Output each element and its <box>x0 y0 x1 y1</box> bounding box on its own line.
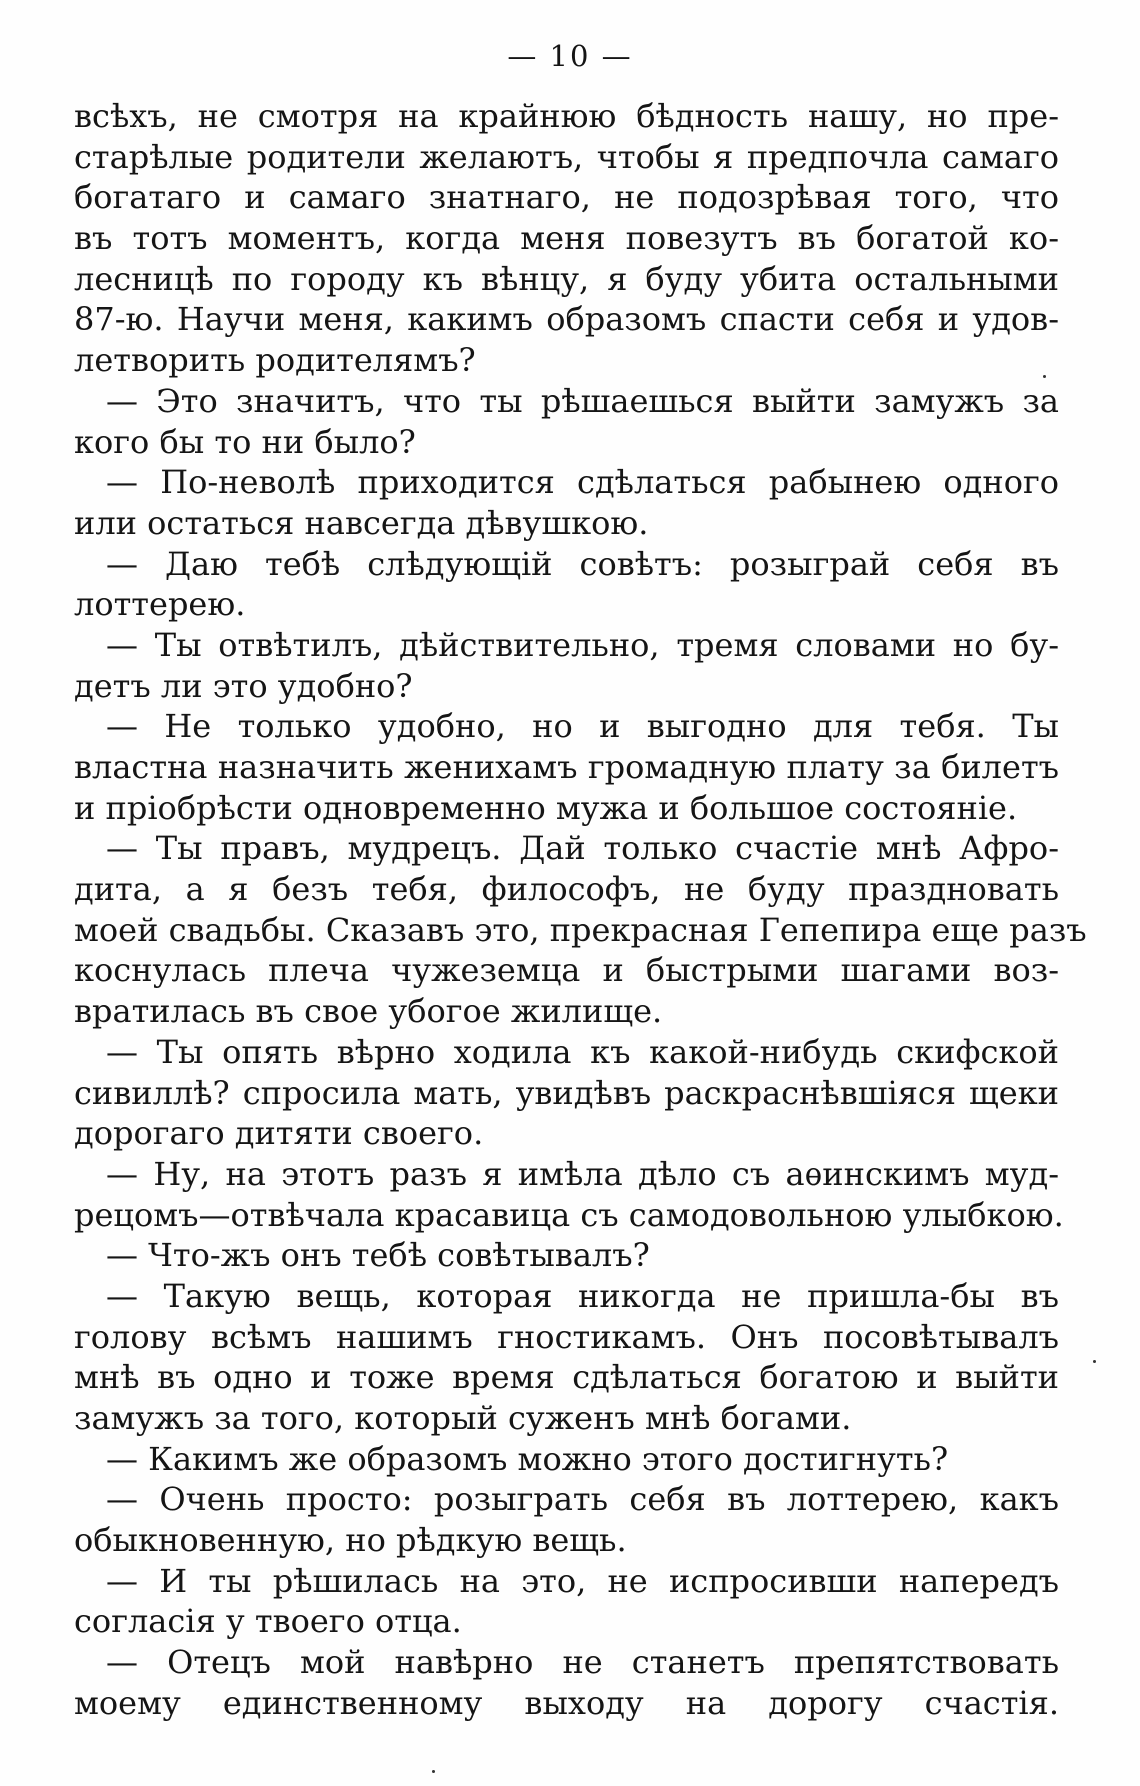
ink-speck <box>1093 1360 1096 1363</box>
text-line: кого бы то ни было? <box>74 422 416 461</box>
text-line: — Даю тебѣ слѣдующій совѣтъ: розыграй себя въ <box>106 544 1059 583</box>
text-line: летворить родителямъ? <box>74 341 476 380</box>
text-line: согласія у твоего отца. <box>74 1602 462 1641</box>
text-line: и пріобрѣсти одновременно мужа и большое состояніе. <box>74 788 1018 827</box>
text-line: вратилась въ свое убогое жилище. <box>74 992 663 1031</box>
ink-speck <box>432 1770 435 1773</box>
text-line: — Ты опять вѣрно ходила къ какой-нибудь скифской <box>106 1032 1059 1071</box>
text-line: детъ ли это удобно? <box>74 666 413 705</box>
text-line: — Что-жъ онъ тебѣ совѣтывалъ? <box>106 1236 650 1275</box>
text-line: 87-ю. Научи меня, какимъ образомъ спасти себя и удов- <box>74 300 1059 339</box>
text-line: — Какимъ же образомъ можно этого достигнуть? <box>106 1439 949 1478</box>
text-line: лесницѣ по городу къ вѣнцу, я буду убита остальными <box>74 259 1059 298</box>
text-line: обыкновенную, но рѣдкую вещь. <box>74 1521 627 1560</box>
text-line: коснулась плеча чужеземца и быстрыми шагами воз- <box>74 951 1059 990</box>
text-line: рецомъ—отвѣчала красавица съ самодовольною улыбкою. <box>74 1195 1064 1234</box>
text-line: — Это значитъ, что ты рѣшаешься выйти замужъ за <box>106 381 1059 420</box>
text-line: — Такую вещь, которая никогда не пришла-бы въ <box>106 1276 1059 1315</box>
text-line: моей свадьбы. Сказавъ это, прекрасная Гепепира еще разъ <box>74 910 1087 949</box>
text-line: мнѣ въ одно и тоже время сдѣлаться богатою и выйти <box>74 1358 1059 1397</box>
text-line: лоттерею. <box>74 585 246 624</box>
text-line: старѣлые родители желаютъ, чтобы я предпочла самаго <box>74 137 1059 176</box>
body-text <box>74 96 1087 1724</box>
text-line: дита, а я безъ тебя, философъ, не буду праздновать <box>74 870 1059 909</box>
text-line: въ тотъ моментъ, когда меня повезутъ въ богатой ко- <box>74 219 1059 258</box>
text-line: всѣхъ, не смотря на крайнюю бѣдность нашу, но пре- <box>74 97 1059 135</box>
text-line: — Ну, на этотъ разъ я имѣла дѣло съ аѳинскимъ муд- <box>106 1154 1059 1193</box>
text-line: — Очень просто: розыграть себя въ лоттерею, какъ <box>106 1480 1059 1519</box>
ink-speck <box>1043 375 1046 378</box>
text-line: — И ты рѣшилась на это, не испросивши напередъ <box>106 1561 1059 1600</box>
text-line: сивиллѣ? спросила мать, увидѣвъ раскраснѣвшіяся щеки <box>74 1073 1059 1112</box>
text-line: или остаться навсегда дѣвушкою. <box>74 503 649 542</box>
text-line: властна назначить женихамъ громадную плату за билетъ <box>74 748 1059 786</box>
text-line: — Ты отвѣтилъ, дѣйствительно, тремя словами но бу- <box>106 625 1059 664</box>
text-line: богатаго и самаго знатнаго, не подозрѣвая того, что <box>74 178 1059 217</box>
page-number: — 10 — <box>507 39 633 73</box>
text-line: — Ты правъ, мудрецъ. Дай только счастіе мнѣ Афро- <box>106 829 1059 868</box>
text-line: замужъ за того, который суженъ мнѣ богами. <box>74 1399 852 1437</box>
text-line: моему единственному выходу на дорогу счастія. <box>74 1683 1059 1722</box>
text-line: дорогаго дитяти своего. <box>74 1114 484 1153</box>
text-line: — Не только удобно, но и выгодно для тебя. Ты <box>106 707 1059 746</box>
text-line: голову всѣмъ нашимъ гностикамъ. Онъ посовѣтывалъ <box>74 1317 1059 1356</box>
text-line: — По-неволѣ приходится сдѣлаться рабынею одного <box>106 463 1059 502</box>
text-line: — Отецъ мой навѣрно не станетъ препятствовать <box>106 1643 1059 1682</box>
